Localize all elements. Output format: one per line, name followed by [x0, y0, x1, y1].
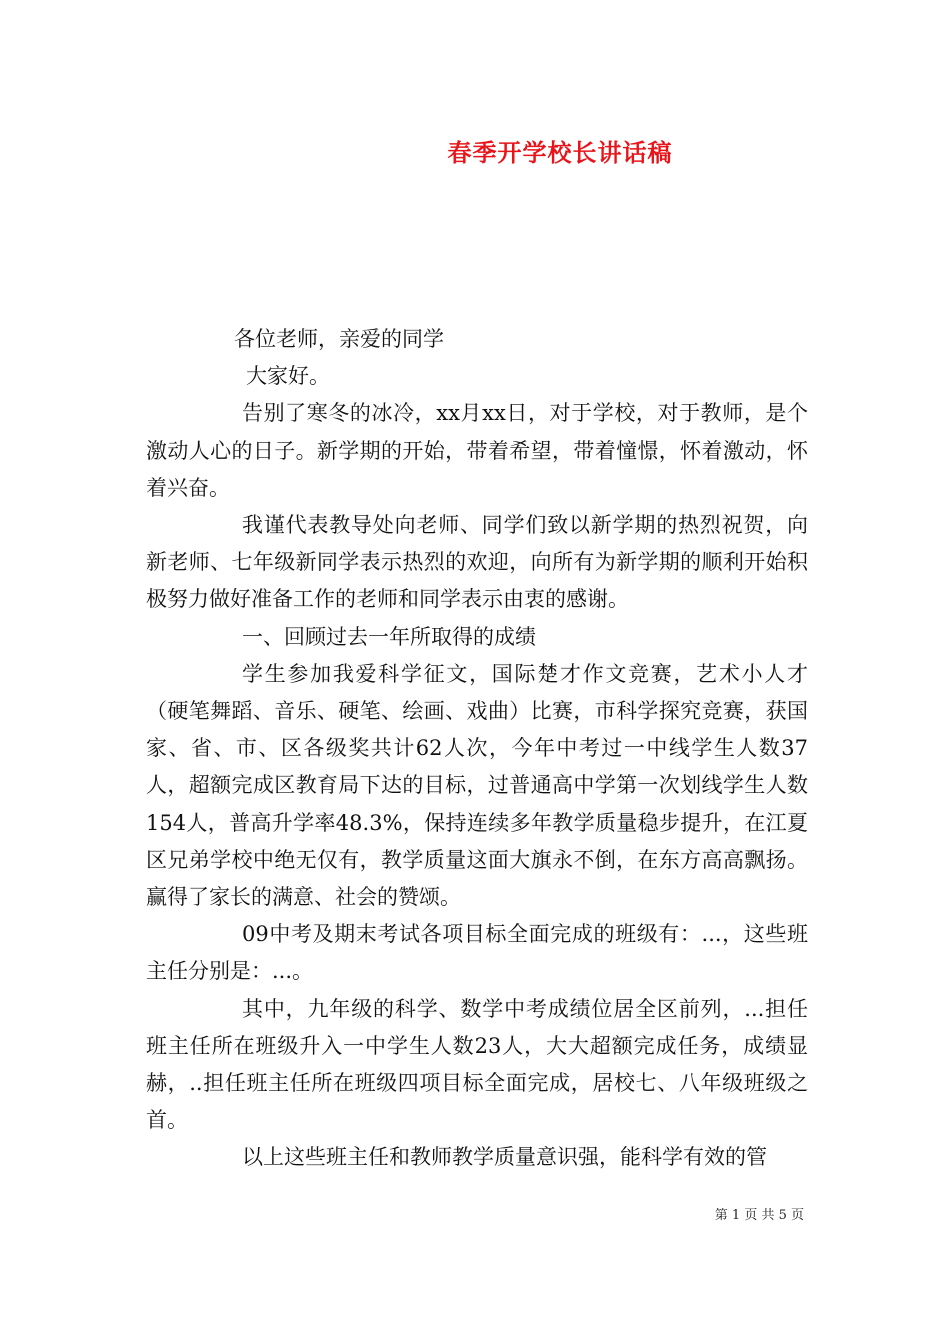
paragraph: 告别了寒冬的冰冷，xx月xx日，对于学校，对于教师，是个激动人心的日子。新学期的开始，带着希望，带着憧憬，怀着激动，怀着兴奋。	[146, 401, 808, 500]
paragraph: 学生参加我爱科学征文，国际楚才作文竞赛，艺术小人才（硬笔舞蹈、音乐、硬笔、绘画、戏曲）比赛，市科学探究竞赛，获国家、省、市、区各级奖共计62人次，今年中考过一中线学生人数37人，超额完成区教育局下达的目标，过普通高中学第一次划线学生人数154人，普高升学率48.3%，保持连续多年教学质量稳步提升，在江夏区兄弟学校中绝无仅有，教学质量这面大旗永不倒，在东方高高飘扬。赢得了家长的满意、社会的赞颂。	[146, 661, 808, 910]
document-title: 春季开学校长讲话稿	[447, 138, 673, 167]
paragraph: 我谨代表教导处向老师、同学们致以新学期的热烈祝贺，向新老师、七年级新同学表示热烈的欢迎，向所有为新学期的顺利开始积极努力做好准备工作的老师和同学表示由衷的感谢。	[146, 513, 808, 612]
document-body	[146, 321, 808, 1177]
paragraph: 09中考及期末考试各项目标全面完成的班级有：...，这些班主任分别是：...。	[146, 922, 808, 984]
section-heading: 一、回顾过去一年所取得的成绩	[242, 624, 536, 649]
salutation: 各位老师，亲爱的同学	[234, 327, 444, 351]
paragraph: 其中，九年级的科学、数学中考成绩位居全区前列，...担任班主任所在班级升入一中学生人数23人，大大超额完成任务，成绩显赫，..担任班主任所在班级四项目标全面完成，居校七、八年级班级之首。	[146, 996, 808, 1133]
paragraph: 以上这些班主任和教师教学质量意识强，能科学有效的管	[242, 1145, 767, 1170]
page-footer: 第 1 页 共 5 页	[714, 1208, 804, 1223]
greeting: 大家好。	[246, 364, 330, 389]
